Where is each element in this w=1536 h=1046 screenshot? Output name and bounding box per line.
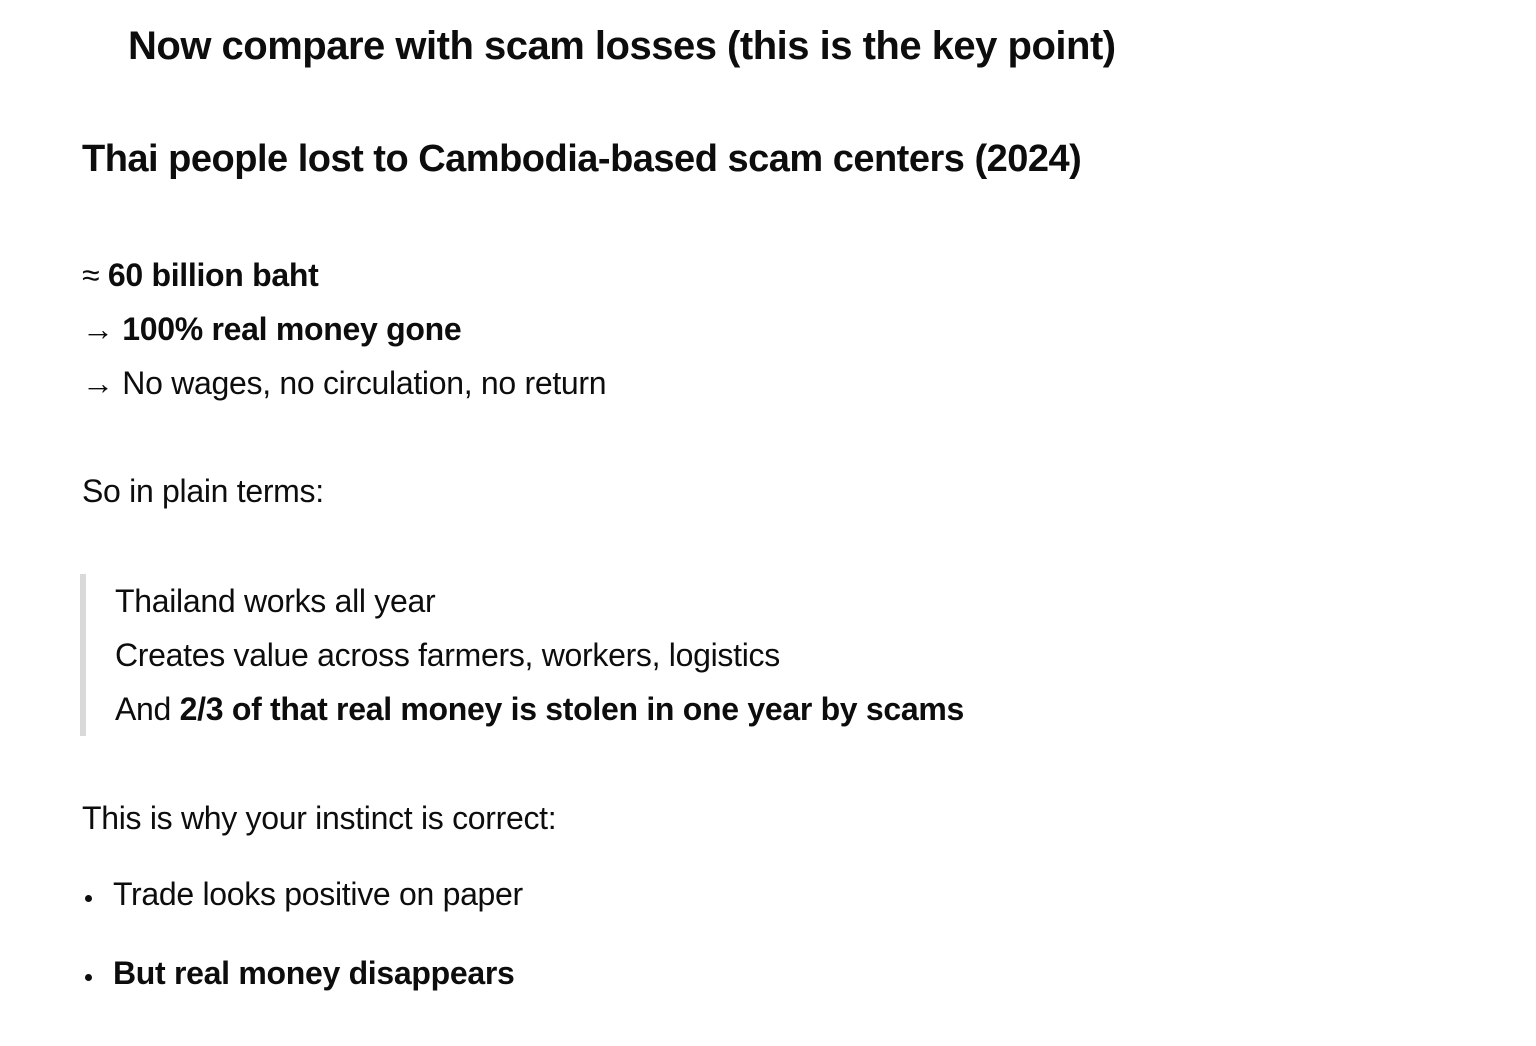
stat-line-no-return [82,356,1476,410]
stat-money-gone-value: 100% real money gone [122,311,462,347]
bullet-dot-icon [85,895,92,902]
conclusion-intro: This is why your instinct is correct: [82,800,557,836]
bullet-item-trade [82,867,1476,921]
quote-line-stolen-prefix: And [115,691,180,727]
stat-amount-value: 60 billion baht [107,257,319,293]
stat-line-money-gone [82,302,1476,356]
stat-no-return-value: No wages, no circulation, no return [122,365,607,401]
bullet-text-money: But real money disappears [113,955,515,991]
arrow-icon: → [82,311,123,347]
approx-symbol: ≈ [82,257,108,293]
arrow-icon: → [82,365,123,401]
bullet-dot-icon [85,974,92,981]
plain-terms-intro: So in plain terms: [82,473,324,509]
quote-line-stolen-bold: 2/3 of that real money is stolen in one year by scams [179,691,965,727]
quote-line-stolen [115,682,1476,736]
scam-loss-stats [82,248,1476,410]
bullet-text-trade: Trade looks positive on paper [113,876,523,912]
quote-line-works: Thailand works all year [115,583,436,619]
heading-main: Now compare with scam losses (this is the key point) [128,24,1116,68]
bullet-item-money [82,946,1476,1000]
stat-line-amount [82,248,1476,302]
conclusion-list [82,867,1476,1000]
plain-terms-quote [80,574,1476,736]
quote-line-value: Creates value across farmers, workers, logistics [115,637,780,673]
heading-sub: Thai people lost to Cambodia-based scam centers (2024) [82,138,1082,180]
